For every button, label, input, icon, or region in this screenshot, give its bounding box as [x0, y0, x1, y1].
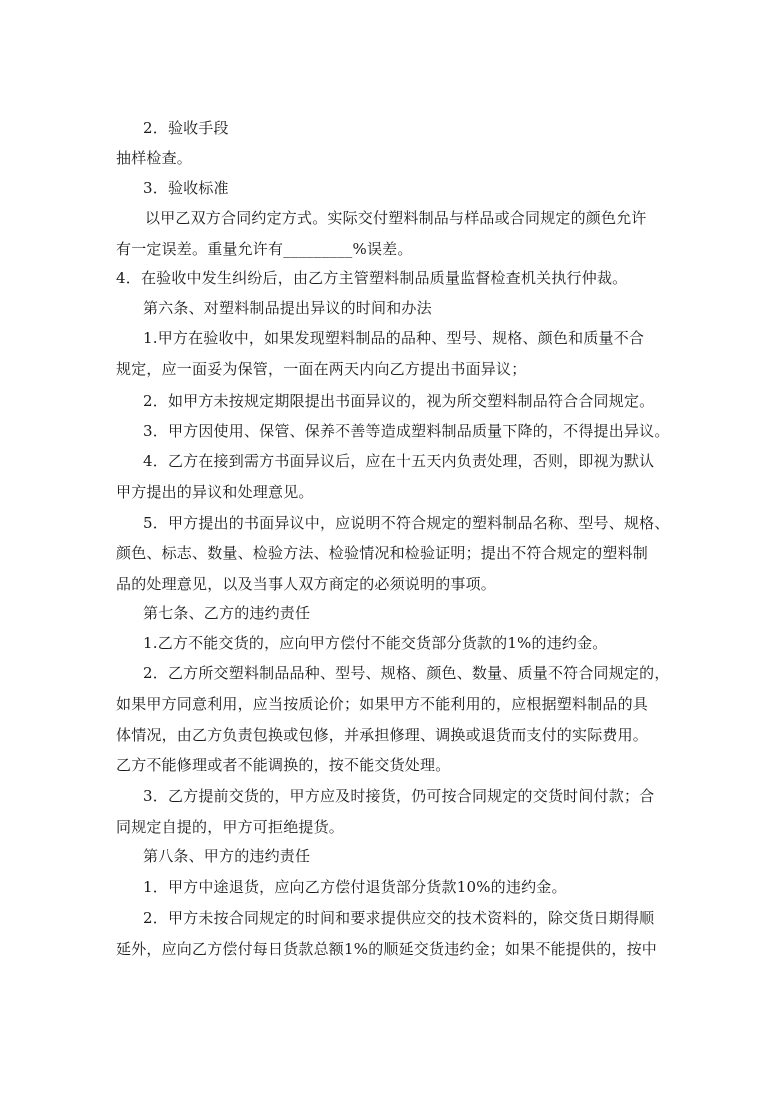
text-line: 同规定自提的，甲方可拒绝提货。 [116, 818, 345, 836]
text-line: 体情况，由乙方负责包换或包修，并承担修理、调换或退货而支付的实际费用。 [116, 726, 649, 744]
text-line: 4．在验收中发生纠纷后，由乙方主管塑料制品质量监督检查机关执行仲裁。 [116, 269, 628, 287]
text-line: 2．甲方未按合同规定的时间和要求提供应交的技术资料的，除交货日期得顺 [143, 909, 655, 927]
text-line: 3．甲方因使用、保管、保养不善等造成塑料制品质量下降的，不得提出异议。 [143, 422, 670, 440]
text-line: 甲方提出的异议和处理意见。 [116, 483, 314, 501]
text-line: 如果甲方同意利用，应当按质论价；如果甲方不能利用的，应根据塑料制品的具 [116, 695, 649, 713]
text-line: 1．甲方中途退货，应向乙方偿付退货部分货款10%的违约金。 [143, 878, 567, 896]
text-line: 4．乙方在接到需方书面异议后，应在十五天内负责处理，否则，即视为默认 [143, 452, 655, 470]
text-line: 规定，应一面妥为保管，一面在两天内向乙方提出书面异议； [116, 360, 527, 378]
section-heading: 第八条、甲方的违约责任 [143, 847, 311, 865]
text-line: 1.甲方在验收中，如果发现塑料制品的品种、型号、规格、颜色和质量不合 [143, 329, 645, 347]
text-line: 1.乙方不能交货的，应向甲方偿付不能交货部分货款的1%的违约金。 [143, 634, 608, 652]
text-line: 以甲乙双方合同约定方式。实际交付塑料制品与样品或合同规定的颜色允许 [145, 209, 647, 227]
text-line: 2．如甲方未按规定期限提出书面异议的，视为所交塑料制品符合合同规定。 [143, 392, 655, 410]
text-line: 3．乙方提前交货的，甲方应及时接货，仍可按合同规定的交货时间付款；合 [143, 787, 655, 805]
text-line: 抽样检查。 [116, 149, 193, 167]
text-line: 乙方不能修理或者不能调换的，按不能交货处理。 [116, 756, 451, 774]
text-line: 2．验收手段 [143, 119, 229, 137]
text-line: 5．甲方提出的书面异议中，应说明不符合规定的塑料制品名称、型号、规格、 [143, 514, 670, 532]
text-line: 延外，应向乙方偿付每日货款总额1%的顺延交货违约金；如果不能提供的，按中 [116, 940, 657, 958]
text-line: 有一定误差。重量允许有_________%误差。 [116, 240, 413, 258]
text-line: 品的处理意见，以及当事人双方商定的必须说明的事项。 [116, 575, 497, 593]
text-line: 2．乙方所交塑料制品品种、型号、规格、颜色、数量、质量不符合同规定的， [143, 664, 670, 682]
text-line: 3．验收标准 [143, 179, 229, 197]
section-heading: 第六条、对塑料制品提出异议的时间和办法 [143, 299, 432, 317]
section-heading: 第七条、乙方的违约责任 [143, 604, 311, 622]
text-line: 颜色、标志、数量、检验方法、检验情况和检验证明；提出不符合规定的塑料制 [116, 544, 649, 562]
